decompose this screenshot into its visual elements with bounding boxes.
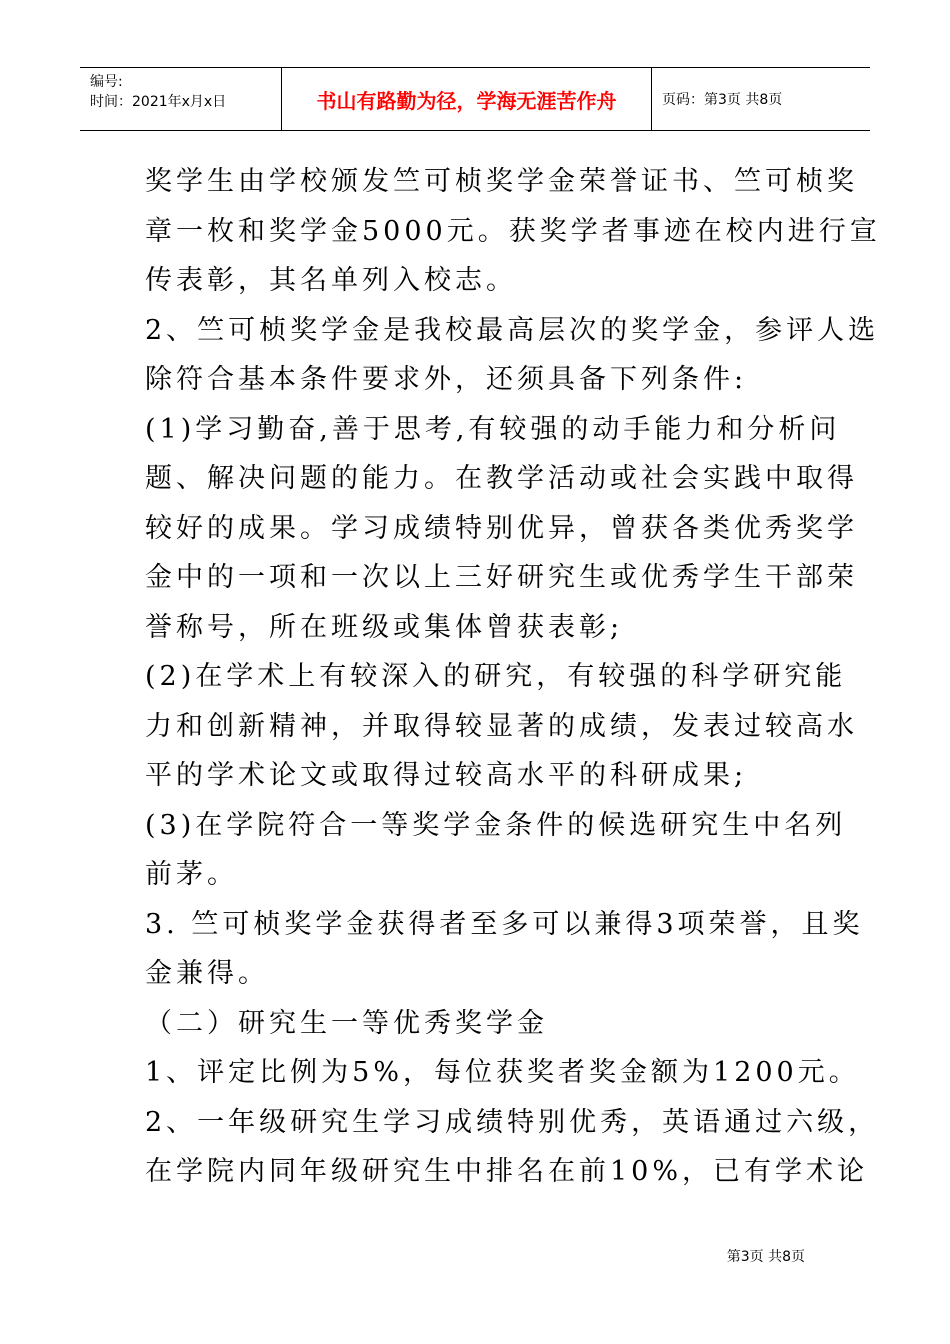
page-header [80,67,870,131]
page-footer: 第3页 共8页 [726,1249,805,1265]
text-line: 力和创新精神，并取得较显著的成绩，发表过较高水 [145,710,858,742]
header-motto: 书山有路勤为径，学海无涯苦作舟 [282,68,652,130]
text-line: 前茅。 [145,859,238,890]
text-line: 题、解决问题的能力。在教学活动或社会实践中取得 [145,463,858,494]
text-line: 奖学生由学校颁发竺可桢奖学金荣誉证书、竺可桢奖 [145,166,858,197]
document-body [145,157,881,1197]
text-line: (2)在学术上有较深入的研究，有较强的科学研究能 [145,661,847,692]
text-line: 2、竺可桢奖学金是我校最高层次的奖学金，参评人选 [145,314,880,346]
text-line: 2、一年级研究生学习成绩特别优秀，英语通过六级， [145,1106,880,1138]
header-meta [80,68,282,130]
text-line: (1)学习勤奋,善于思考,有较强的动手能力和分析问 [145,413,841,445]
text-line: 较好的成果。学习成绩特别优异，曾获各类优秀奖学 [145,512,858,544]
text-line: 传表彰，其名单列入校志。 [145,265,517,296]
text-line: 誉称号，所在班级或集体曾获表彰; [145,611,624,643]
text-line: 平的学术论文或取得过较高水平的科研成果; [145,760,748,791]
document-time-label: 时间：2021年x月x日 [90,94,227,110]
text-line: (3)在学院符合一等奖学金条件的候选研究生中名列 [145,809,847,841]
text-line: 金中的一项和一次以上三好研究生或优秀学生干部荣 [145,562,858,593]
document-number-label: 编号: [90,74,123,90]
text-line: （二）研究生一等优秀奖学金 [145,1007,548,1039]
text-line: 章一枚和奖学金5000元。获奖学者事迹在校内进行宣 [145,215,881,247]
header-page-info: 页码：第3页 共8页 [662,92,783,108]
text-line: 金兼得。 [145,958,269,989]
text-line: 3. 竺可桢奖学金获得者至多可以兼得3项荣誉，且奖 [145,908,864,940]
text-line: 在学院内同年级研究生中排名在前10%，已有学术论 [145,1156,869,1187]
text-line: 1、评定比例为5%，每位获奖者奖金额为1200元。 [145,1057,860,1088]
text-line: 除符合基本条件要求外，还须具备下列条件: [145,364,748,395]
